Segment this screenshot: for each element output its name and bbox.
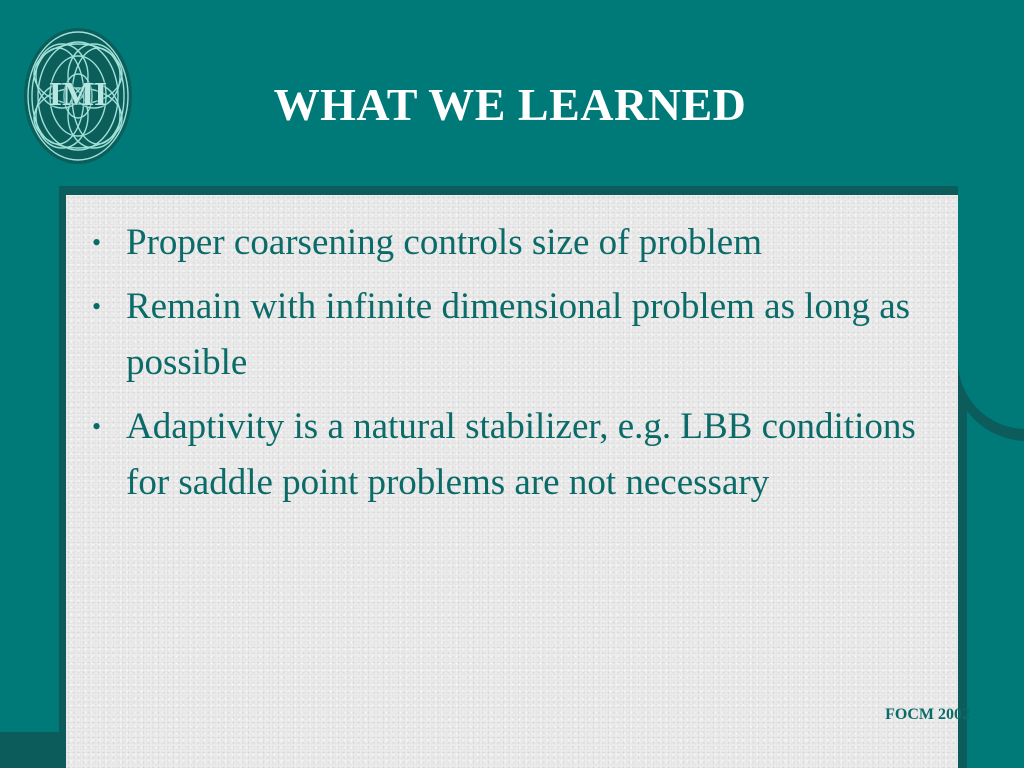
bullet-text: Proper coarsening controls size of problem xyxy=(126,222,763,263)
imi-logo xyxy=(22,26,134,166)
panel-curve-cutout xyxy=(958,186,1024,429)
bullet-list xyxy=(88,215,938,519)
slide-title: WHAT WE LEARNED xyxy=(273,79,747,130)
footer-text: FOCM 2002 xyxy=(885,706,970,723)
bullet-icon: • xyxy=(92,292,102,321)
bullet-item xyxy=(88,279,938,391)
bottom-left-band xyxy=(0,732,66,768)
bullet-icon: • xyxy=(92,228,102,257)
bullet-text: Adaptivity is a natural stabilizer, e.g. LBB conditions for saddle point problems are not necessary xyxy=(126,406,916,503)
bullet-item xyxy=(88,215,938,271)
bullet-text: Remain with infinite dimensional problem as long as possible xyxy=(126,286,911,383)
logo-text: IMI xyxy=(48,76,108,113)
bullet-item xyxy=(88,399,938,511)
bullet-icon: • xyxy=(92,412,102,441)
